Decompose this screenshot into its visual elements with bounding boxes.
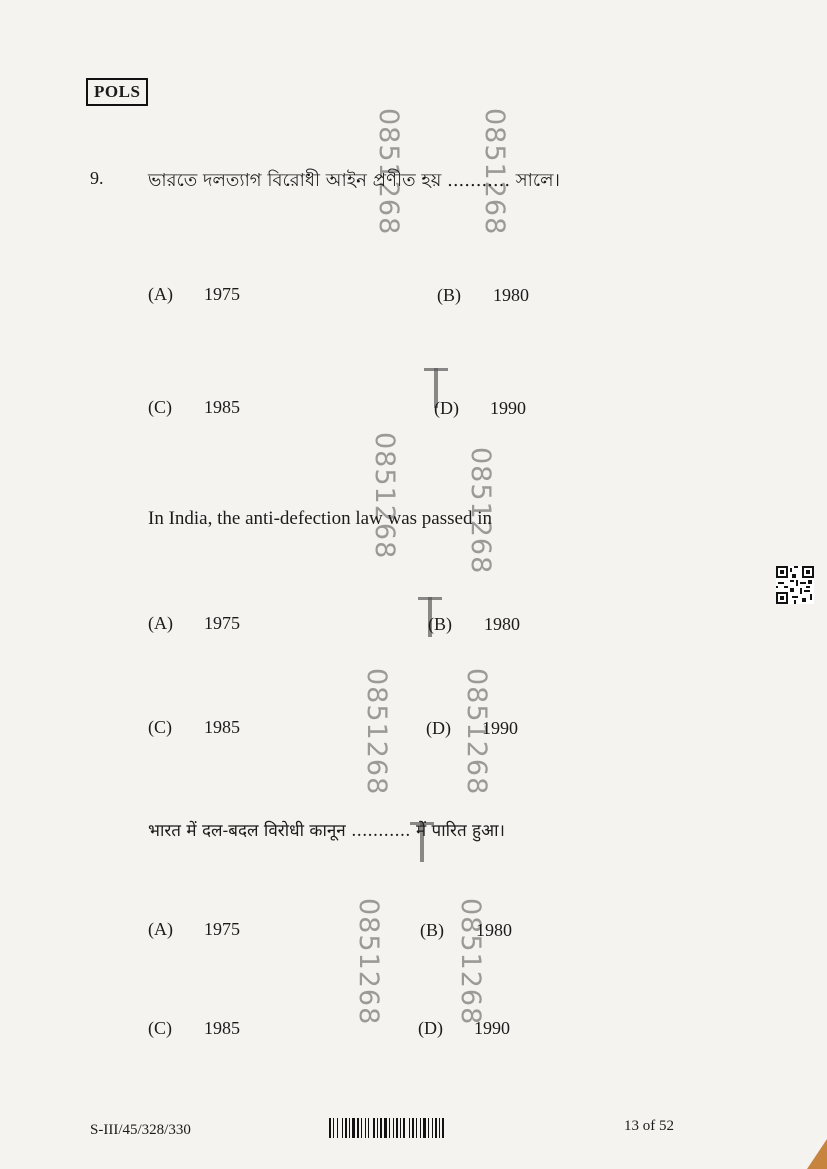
option-a-bengali [148,284,240,305]
watermark-stamp: 0851268 [373,108,404,236]
subject-code-box: POLS [86,78,148,106]
paper-code: S-III/45/328/330 [90,1122,191,1138]
watermark-stamp: 0851268 [369,432,400,560]
option-label: (B) [428,614,452,634]
watermark-stamp: 0851268 [361,668,392,796]
option-a-english [148,613,240,634]
page-corner-mark [767,1139,827,1169]
qr-code-icon [776,566,814,604]
option-d-hindi [418,1018,510,1039]
page-number: 13 of 52 [624,1118,674,1134]
option-value: 1975 [204,919,240,939]
question-number: 9. [90,168,104,188]
option-value: 1990 [490,398,526,418]
option-value: 1985 [204,1018,240,1038]
option-d-english [426,718,518,739]
option-value: 1985 [204,397,240,417]
option-label: (B) [437,285,461,305]
watermark-stamp: 0851268 [465,447,496,575]
option-label: (D) [434,398,459,418]
option-label: (A) [148,613,173,633]
option-c-english [148,717,240,738]
option-label: (B) [420,920,444,940]
option-label: (A) [148,284,173,304]
option-d-bengali [434,398,526,419]
option-label: (D) [418,1018,443,1038]
watermark-stamp: 0851268 [461,668,492,796]
question-text-bengali: ভারতে দলত্যাগ বিরোধী আইন প্রণীত হয় ........... সালে। [148,170,560,191]
watermark-stamp: 0851268 [353,898,384,1026]
option-a-hindi [148,919,240,940]
option-label: (C) [148,1018,172,1038]
option-b-hindi [420,920,512,941]
option-value: 1980 [476,920,512,940]
option-value: 1980 [484,614,520,634]
option-value: 1975 [204,284,240,304]
option-value: 1980 [493,285,529,305]
option-label: (D) [426,718,451,738]
option-c-bengali [148,397,240,418]
option-value: 1985 [204,717,240,737]
question-text-english: In India, the anti-defection law was passed in [148,508,492,529]
barcode-icon [329,1118,483,1138]
option-b-english [428,614,520,635]
watermark-stamp: 0851268 [455,898,486,1026]
option-label: (C) [148,397,172,417]
option-label: (A) [148,919,173,939]
option-value: 1975 [204,613,240,633]
question-text-hindi: भारत में दल-बदल विरोधी कानून ........... में पारित हुआ। [148,821,505,841]
option-label: (C) [148,717,172,737]
option-b-bengali [437,285,529,306]
watermark-stamp: 0851268 [479,108,510,236]
option-value: 1990 [474,1018,510,1038]
option-value: 1990 [482,718,518,738]
option-c-hindi [148,1018,240,1039]
